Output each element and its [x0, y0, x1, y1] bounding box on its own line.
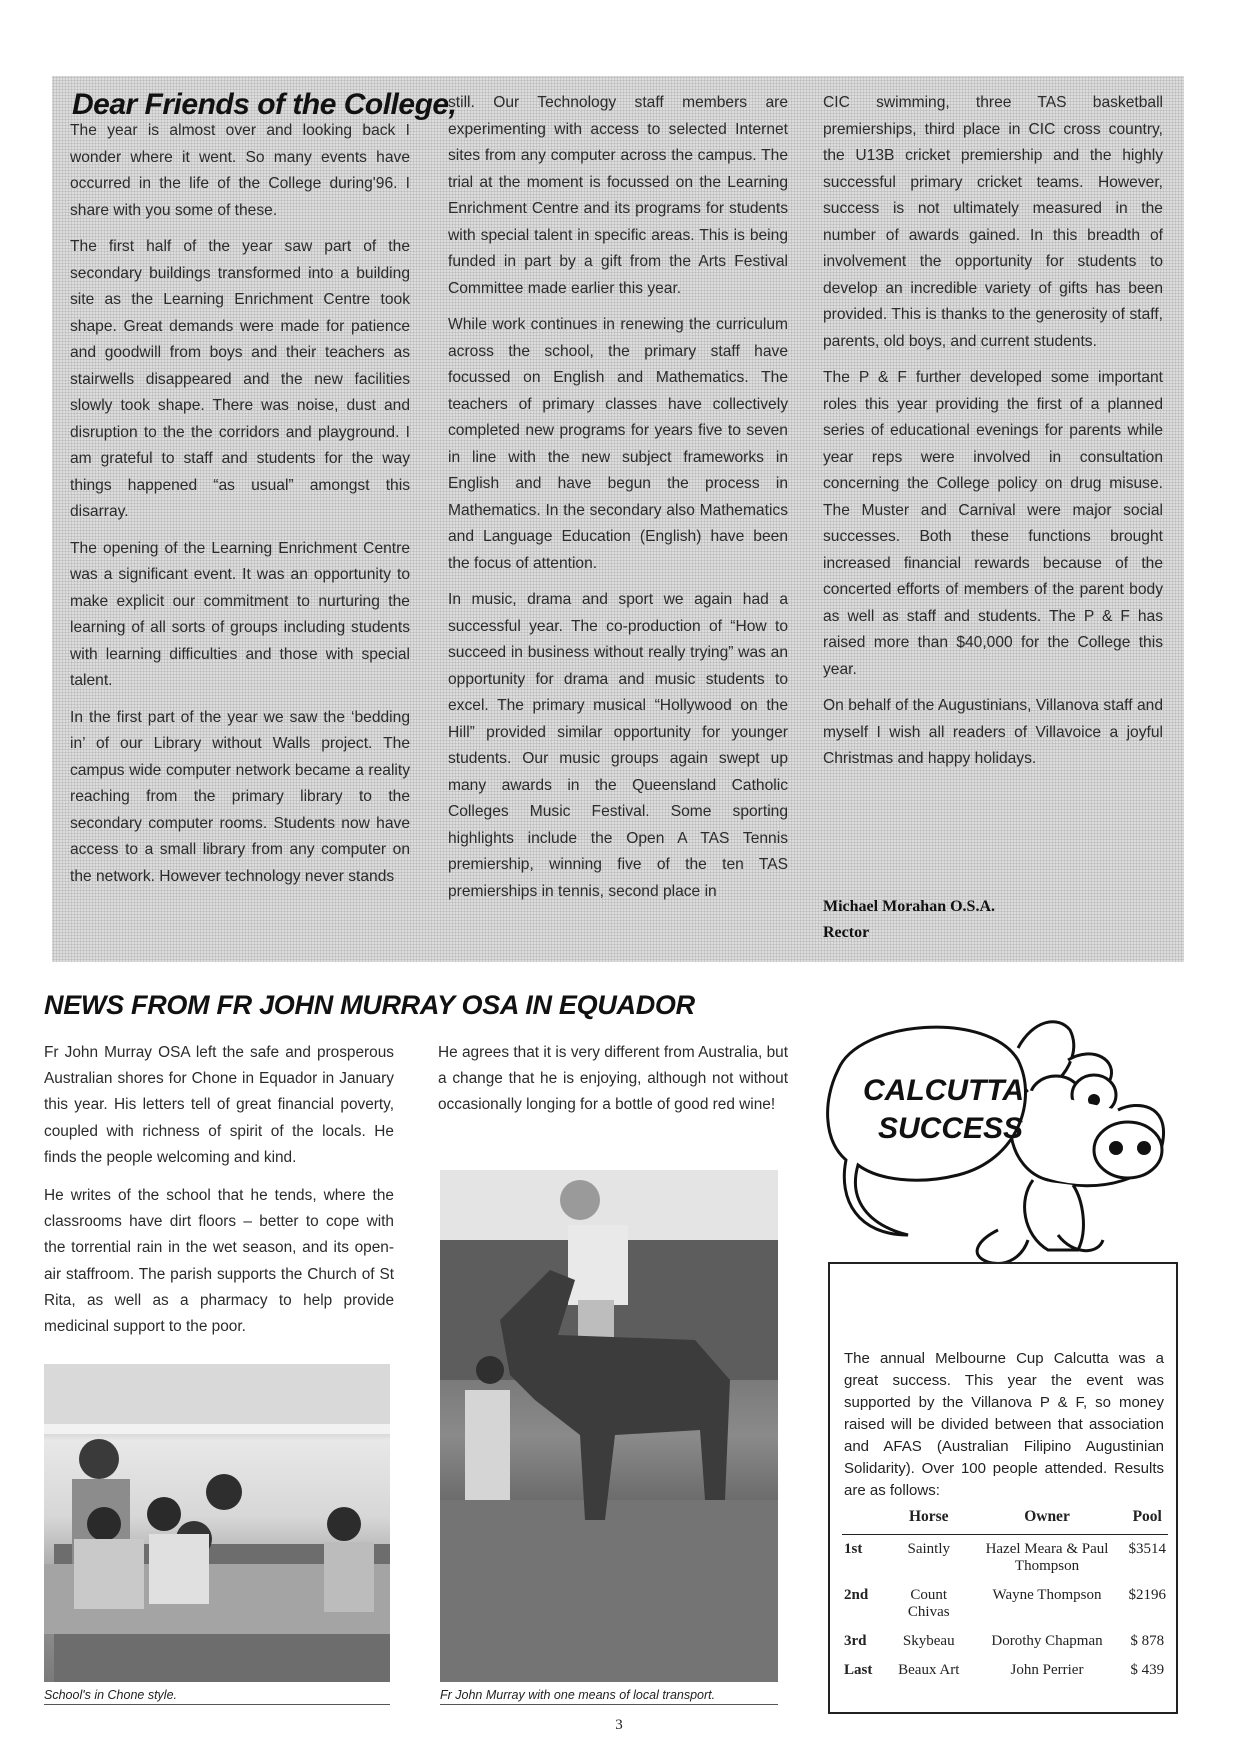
letter-column-2 — [448, 90, 788, 915]
result-owner: Hazel Meara & Paul Thompson — [985, 1541, 1109, 1574]
bubble-line-2: SUCCESS — [878, 1112, 1024, 1145]
letter-paragraph: While work continues in renewing the curriculum across the school, the primary staff have focussed on English and Mathematics. The teachers of primary classes have collectively completed new programs for years five to seven in line with the new subject frameworks in English and have begun the process in Mathematics. In the secondary also Mathematics and Language Education (English) have been the focus of attention. — [448, 316, 788, 572]
page-number: 3 — [615, 1717, 623, 1733]
table-row — [842, 1656, 1168, 1685]
result-horse: Saintly — [907, 1541, 951, 1557]
letter-paragraph: The opening of the Learning Enrichment Centre was a significant event. It was an opportunity to make explicit our commitment to nurturing the learning of all sorts of groups including students with learning difficulties and those with special talent. — [70, 539, 410, 689]
results-header-row — [842, 1504, 1168, 1535]
letter-paragraph: On behalf of the Augustinians, Villanova staff and myself I wish all readers of Villavoice a joyful Christmas and happy holidays. — [823, 697, 1163, 767]
table-row — [842, 1535, 1168, 1582]
result-place: 2nd — [844, 1587, 869, 1603]
news-column-1 — [44, 1040, 394, 1352]
table-row — [842, 1627, 1168, 1656]
results-header-pool: Pool — [1132, 1508, 1162, 1525]
letter-title: Dear Friends of the College, — [72, 88, 457, 121]
result-owner: Dorothy Chapman — [991, 1633, 1103, 1649]
results-header-horse: Horse — [908, 1508, 949, 1525]
bubble-line-1: CALCUTTA — [863, 1074, 1025, 1107]
result-pool: $2196 — [1128, 1587, 1166, 1603]
school-photo-illustration — [44, 1364, 390, 1682]
speech-bubble — [828, 1027, 1026, 1235]
result-owner: Wayne Thompson — [992, 1587, 1102, 1603]
letter-paragraph: The first half of the year saw part of the secondary buildings transformed into a building site as the Learning Enrichment Centre took shape. Great demands were made for patience and goodwill from boys and their teachers as stairwells disappeared and the new facilities slowly took shape. There was noise, dust and disruption to the the corridors and playground. I am grateful to staff and students for the way things happened “as usual” amongst this disarray. — [70, 238, 410, 520]
calcutta-cartoon — [818, 1000, 1178, 1280]
result-horse: Skybeau — [902, 1633, 955, 1649]
calcutta-text: The annual Melbourne Cup Calcutta was a great success. This year the event was supported by the Villanova P & F, so money raised will be divided between that association and AFAS (Australian Filipino Augustinian Solidarity). Over 100 people attended. Results are as follows: — [844, 1350, 1164, 1499]
result-pool: $ 878 — [1130, 1633, 1165, 1649]
signature-role: Rector — [823, 924, 870, 941]
calcutta-box — [828, 1262, 1178, 1714]
letter-paragraph: The year is almost over and looking back I wonder where it went. So many events have occurred in the life of the College during'96. I share with you some of these. — [70, 122, 410, 219]
letter-paragraph: In the first part of the year we saw the ‘bedding in’ of our Library without Walls project. The campus wide computer network became a reality reaching from the primary library to the secondary computer rooms. Students now have access to a small library from any computer on the network. However technology never stands — [70, 708, 410, 885]
school-photo — [44, 1364, 390, 1682]
horse-photo-caption: Fr John Murray with one means of local transport. — [440, 1688, 778, 1705]
news-paragraph: He writes of the school that he tends, where the classrooms have dirt floors – better to cope with the torrential rain in the wet season, and its open-air staffroom. The parish supports the Church of St Rita, as well as a pharmacy to help provide medicinal support to the poor. — [44, 1187, 394, 1336]
horse-photo-illustration — [440, 1170, 778, 1682]
letter-column-1 — [70, 118, 410, 900]
school-photo-caption: School's in Chone style. — [44, 1688, 390, 1705]
letter-signature — [823, 894, 995, 946]
result-horse: Count Chivas — [907, 1587, 950, 1620]
result-place: 3rd — [844, 1633, 867, 1649]
result-owner: John Perrier — [1010, 1662, 1084, 1678]
news-column-2 — [438, 1040, 788, 1131]
result-pool: $3514 — [1128, 1541, 1166, 1557]
results-header-owner: Owner — [1024, 1508, 1070, 1525]
news-paragraph: Fr John Murray OSA left the safe and prosperous Australian shores for Chone in Equador in January this year. His letters tell of great financial poverty, coupled with richness of spirit of the locals. He finds the people welcoming and kind. — [44, 1044, 394, 1166]
result-horse: Beaux Art — [898, 1662, 960, 1678]
horse-photo — [440, 1170, 778, 1682]
results-table — [842, 1504, 1168, 1685]
news-paragraph: He agrees that it is very different from Australia, but a change that he is enjoying, although not without occasionally longing for a bottle of good red wine! — [438, 1044, 788, 1114]
result-place: 1st — [844, 1541, 863, 1557]
results-header-place — [842, 1504, 890, 1535]
letter-paragraph: still. Our Technology staff members are experimenting with access to selected Internet sites from any computer across the campus. The trial at the moment is focussed on the Learning Enrichment Centre and its programs for students with special talent in specific areas. This is being funded in part by a gift from the Arts Festival Committee made earlier this year. — [448, 94, 788, 297]
news-title: NEWS FROM FR JOHN MURRAY OSA IN EQUADOR — [44, 990, 695, 1020]
table-row — [842, 1581, 1168, 1627]
letter-paragraph: CIC swimming, three TAS basketball premierships, third place in CIC cross country, the U13B cricket premiership and the highly successful primary cricket teams. However, success is not ultimately measured in the number of awards gained. In this breadth of involvement the opportunity for students to develop an incredible variety of gifts has been provided. This is thanks to the generosity of staff, parents, old boys, and current students. — [823, 94, 1163, 350]
result-place: Last — [844, 1662, 873, 1678]
letter-paragraph: The P & F further developed some important roles this year providing the first of a planned series of educational evenings for parents while year reps were involved in consultation concerning the College policy on drug misuse. The Muster and Carnival were major social successes. Both these functions brought increased financial rewards because of the concerted efforts of members of the parent body as well as staff and students. The P & F has raised more than $40,000 for the College this year. — [823, 369, 1163, 678]
letter-column-3 — [823, 90, 1163, 783]
letter-paragraph: In music, drama and sport we again had a successful year. The co-production of “How to succeed in business without really trying” was an opportunity for drama and music students to excel. The primary musical “Hollywood on the Hill” provided similar opportunity for younger students. Our music groups again swept up many awards in the Queensland Catholic Colleges Music Festival. Some sporting highlights include the Open A TAS Tennis premiership, winning five of the ten TAS premierships in tennis, second place in — [448, 591, 788, 900]
signature-name: Michael Morahan O.S.A. — [823, 898, 995, 915]
result-pool: $ 439 — [1130, 1662, 1165, 1678]
